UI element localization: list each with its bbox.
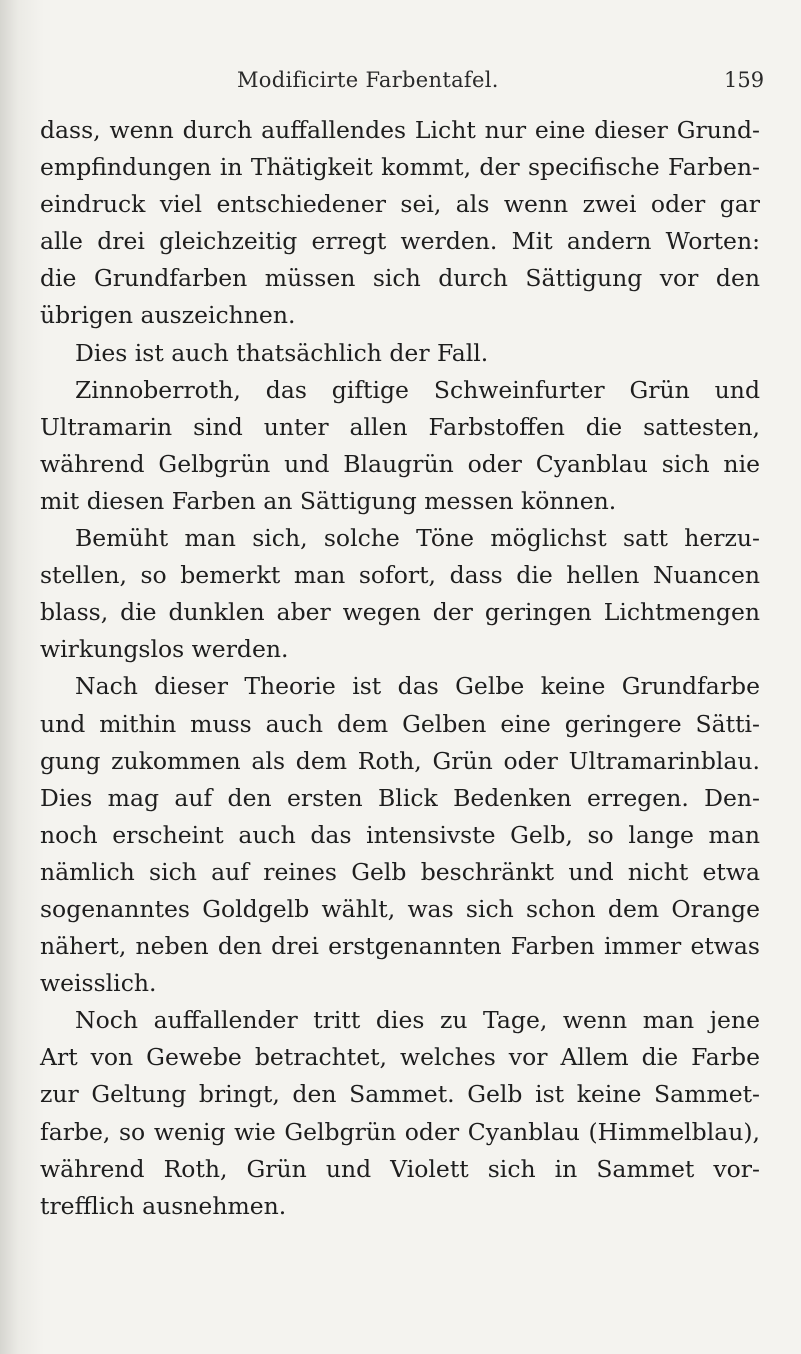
body-text (40, 112, 760, 1225)
text-line: sogenanntes Goldgelb wählt, was sich schon dem Orange (40, 894, 760, 923)
text-line: während Gelbgrün und Blaugrün oder Cyanblau sich nie (40, 449, 760, 478)
text-line: nähert, neben den drei erstgenannten Farben immer etwas (40, 932, 760, 961)
text-line: weisslich. (40, 969, 157, 998)
text-line: und mithin muss auch dem Gelben eine geringere Sätti- (40, 709, 760, 738)
text-line: die Grundfarben müssen sich durch Sättigung vor den (40, 264, 760, 293)
text-line: dass, wenn durch auffallendes Licht nur eine dieser Grund- (40, 116, 760, 144)
text-line: blass, die dunklen aber wegen der geringen Lichtmengen (40, 598, 760, 627)
text-line: zur Geltung bringt, den Sammet. Gelb ist keine Sammet- (40, 1080, 760, 1109)
text-line: empfindungen in Thätigkeit kommt, der specifische Farben- (40, 153, 760, 182)
text-line: Dies ist auch thatsächlich der Fall. (75, 338, 489, 367)
text-line: noch erscheint auch das intensivste Gelb, so lange man (40, 820, 760, 849)
text-line: Bemüht man sich, solche Töne möglichst satt herzu- (75, 524, 760, 553)
text-line: Zinnoberroth, das giftige Schweinfurter Grün und (75, 375, 760, 404)
text-line: Noch auffallender tritt dies zu Tage, wenn man jene (75, 1006, 760, 1035)
text-line: nämlich sich auf reines Gelb beschränkt und nicht etwa (40, 857, 760, 886)
text-line: trefflich ausnehmen. (40, 1191, 287, 1220)
text-line: übrigen auszeichnen. (40, 301, 296, 330)
text-line: Dies mag auf den ersten Blick Bedenken erregen. Den- (40, 783, 760, 812)
text-line: Art von Gewebe betrachtet, welches vor Allem die Farbe (40, 1043, 760, 1072)
text-line: Nach dieser Theorie ist das Gelbe keine Grundfarbe (75, 672, 760, 701)
page-number: 159 (724, 68, 765, 92)
text-line: während Roth, Grün und Violett sich in Sammet vor- (40, 1154, 760, 1183)
text-line: wirkungslos werden. (40, 635, 289, 664)
text-line: Ultramarin sind unter allen Farbstoffen die sattesten, (40, 412, 760, 441)
running-title: Modificirte Farbentafel. (237, 68, 499, 92)
text-line: alle drei gleichzeitig erregt werden. Mit andern Worten: (40, 227, 760, 256)
text-line: stellen, so bemerkt man sofort, dass die hellen Nuancen (40, 561, 760, 590)
page-header (0, 68, 801, 98)
text-line: gung zukommen als dem Roth, Grün oder Ultramarinblau. (40, 746, 760, 775)
text-line: eindruck viel entschiedener sei, als wenn zwei oder gar (40, 190, 760, 219)
text-line: farbe, so wenig wie Gelbgrün oder Cyanblau (Himmelblau), (40, 1117, 760, 1146)
text-line: mit diesen Farben an Sättigung messen können. (40, 486, 617, 515)
